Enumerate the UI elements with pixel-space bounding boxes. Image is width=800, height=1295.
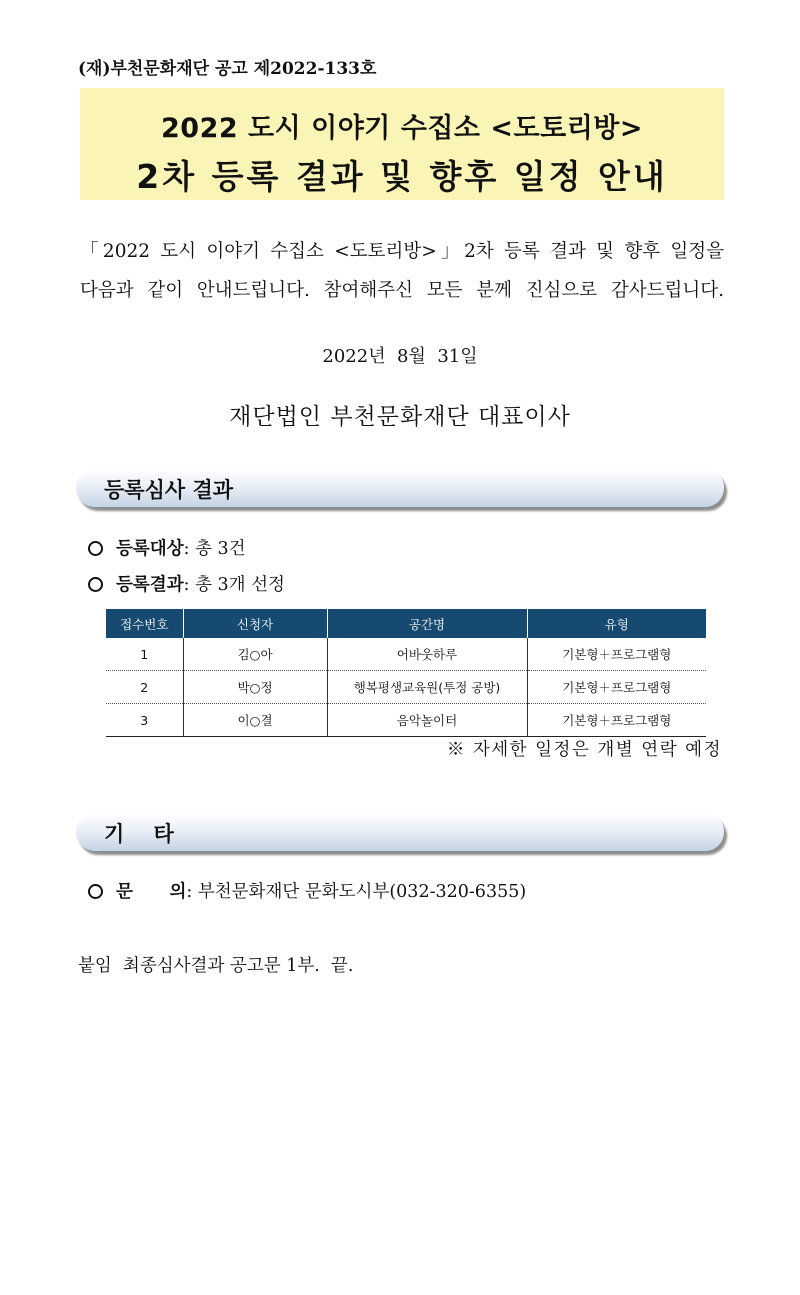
section-heading-etc <box>76 813 724 851</box>
organization-name: 재단법인 부천문화재단 대표이사 <box>229 404 571 430</box>
circle-bullet-icon <box>88 575 116 595</box>
list-item-target <box>88 535 246 560</box>
col-header-space: 공간명 <box>327 609 527 638</box>
col-header-number: 접수번호 <box>106 609 183 638</box>
cell-applicant: 이○결 <box>183 704 327 737</box>
section-heading-label: 등록심사 결과 <box>104 478 234 502</box>
cell-number: 3 <box>106 704 183 737</box>
cell-type: 기본형＋프로그램형 <box>527 704 706 737</box>
title-line-1: 2022 도시 이야기 수집소 <도토리방> <box>161 113 643 144</box>
list-item-contact <box>88 878 526 903</box>
table-row <box>106 704 706 737</box>
intro-line-2: 다음과 같이 안내드립니다. 참여해주신 모든 분께 진심으로 감사드립니다. <box>80 280 724 301</box>
item-value: : 부천문화재단 문화도시부(032-320-6355) <box>186 882 527 902</box>
section-heading-label: 기 타 <box>104 822 174 846</box>
cell-space: 어바웃하루 <box>327 638 527 671</box>
table-header-row <box>106 609 706 638</box>
cell-applicant: 박○정 <box>183 671 327 704</box>
circle-bullet-icon <box>88 539 116 559</box>
item-label: 등록대상 <box>116 539 184 559</box>
announcement-date: 2022년 8월 31일 <box>322 346 478 367</box>
cell-type: 기본형＋프로그램형 <box>527 638 706 671</box>
intro-paragraph <box>80 232 724 310</box>
table-row <box>106 638 706 671</box>
results-table <box>106 609 706 737</box>
title-banner <box>80 88 724 200</box>
section-heading-results <box>76 469 724 507</box>
intro-line-1: 「2022 도시 이야기 수집소 <도토리방>」2차 등록 결과 및 향후 일정을 <box>80 241 724 262</box>
notice-number: (재)부천문화재단 공고 제2022-133호 <box>78 59 377 79</box>
cell-number: 1 <box>106 638 183 671</box>
cell-type: 기본형＋프로그램형 <box>527 671 706 704</box>
cell-space: 음악놀이터 <box>327 704 527 737</box>
item-label: 등록결과 <box>116 575 184 595</box>
table-row <box>106 671 706 704</box>
cell-number: 2 <box>106 671 183 704</box>
item-value: : 총 3개 선정 <box>183 575 285 595</box>
cell-applicant: 김○아 <box>183 638 327 671</box>
col-header-applicant: 신청자 <box>183 609 327 638</box>
circle-bullet-icon <box>88 882 116 902</box>
schedule-note: ※ 자세한 일정은 개별 연락 예정 <box>446 740 722 760</box>
col-header-type: 유형 <box>527 609 706 638</box>
title-line-2: 2차 등록 결과 및 향후 일정 안내 <box>136 157 668 196</box>
attachment-line: 붙임 최종심사결과 공고문 1부. 끝. <box>78 956 354 976</box>
item-value: : 총 3건 <box>183 539 246 559</box>
item-label: 문 의 <box>116 882 187 902</box>
list-item-result <box>88 571 285 596</box>
cell-space: 행복평생교육원(투정 공방) <box>327 671 527 704</box>
